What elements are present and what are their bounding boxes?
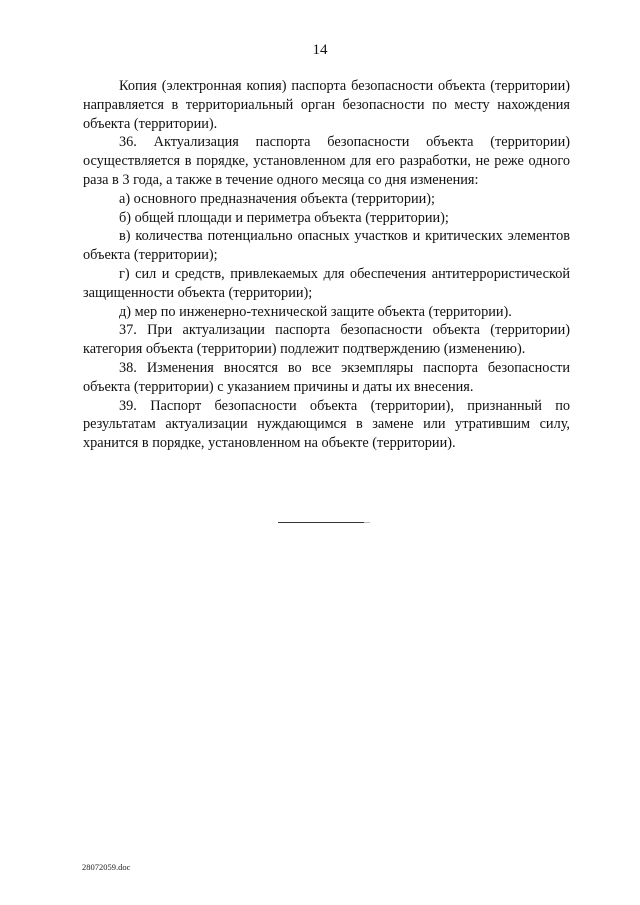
- paragraph-38: 38. Изменения вносятся во все экземпляры паспорта безопасности объекта (территории) с указанием причины и даты их внесения.: [83, 359, 570, 395]
- paragraph-36: 36. Актуализация паспорта безопасности объекта (территории) осуществляется в порядке, установленном для его разработки, не реже одного раза в 3 года, а также в течение одного месяца со дня изменения:: [83, 134, 570, 188]
- list-item-d: д) мер по инженерно-технической защите объекта (территории).: [119, 303, 512, 320]
- paragraph-39: 39. Паспорт безопасности объекта (территории), признанный по результатам актуализации нуждающимся в замене или утратившим силу, хранится в порядке, установленном на объекте (территории).: [83, 397, 570, 452]
- end-separator-line: [278, 522, 364, 523]
- list-item-a: а) основного предназначения объекта (территории);: [119, 190, 435, 207]
- list-item-g: г) сил и средств, привлекаемых для обеспечения антитеррористической защищенности объекта (территории);: [83, 265, 570, 301]
- list-item-v: в) количества потенциально опасных участков и критических элементов объекта (территории);: [83, 228, 570, 264]
- document-body: [83, 77, 570, 453]
- page-number: 14: [312, 42, 328, 58]
- paragraph-copy-sending: Копия (электронная копия) паспорта безопасности объекта (территории) направляется в территориальный орган безопасности по месту нахождения объекта (территории).: [83, 78, 570, 132]
- end-separator-mark: —: [363, 518, 370, 526]
- list-item-b: б) общей площади и периметра объекта (территории);: [119, 209, 449, 226]
- paragraph-37: 37. При актуализации паспорта безопасности объекта (территории) категория объекта (территории) подлежит подтверждению (изменению).: [83, 322, 570, 358]
- footer-filename: 28072059.doc: [82, 862, 131, 872]
